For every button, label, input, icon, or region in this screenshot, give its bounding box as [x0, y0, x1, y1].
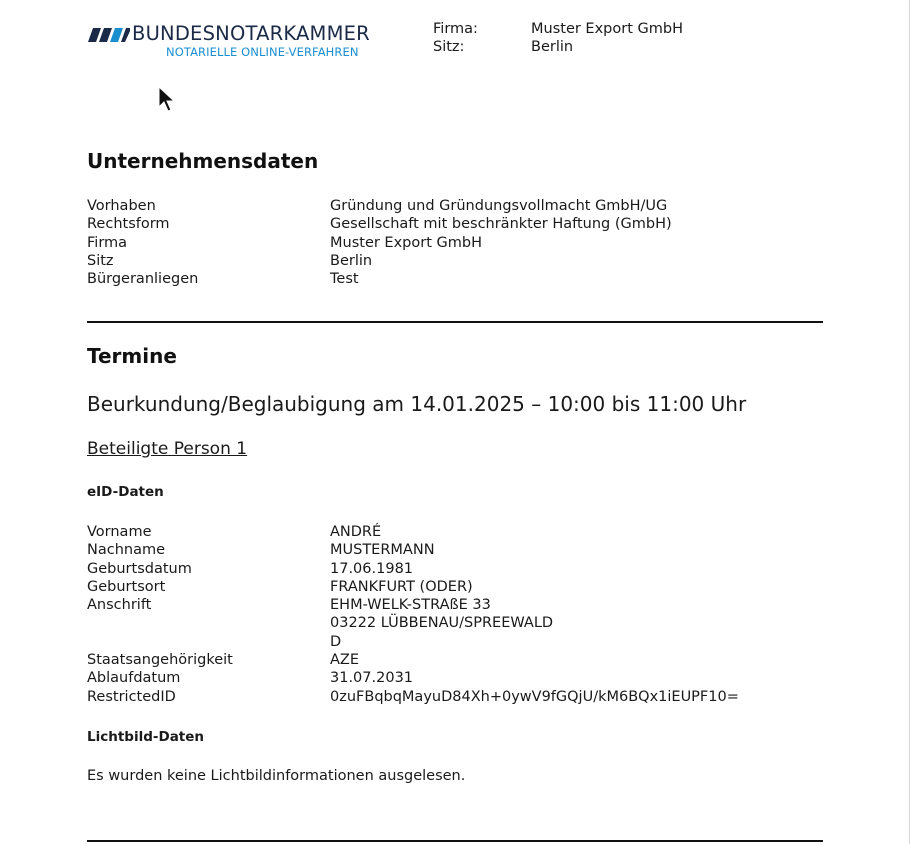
- eid-value: AZE: [330, 652, 360, 669]
- eid-row: [87, 633, 739, 651]
- header-row-sitz: [433, 38, 683, 56]
- section-divider-bottom: [87, 840, 823, 842]
- participant-link[interactable]: Beteiligte Person 1: [87, 439, 248, 459]
- eid-row: [87, 541, 739, 559]
- eid-label: Geburtsdatum: [87, 560, 192, 577]
- header-value: Muster Export GmbH: [531, 21, 683, 37]
- eid-value: 31.07.2031: [330, 670, 414, 687]
- company-label: Rechtsform: [87, 216, 170, 233]
- eid-row: [87, 669, 739, 687]
- eid-label: [87, 614, 330, 632]
- eid-label: RestrictedID: [87, 688, 176, 705]
- eid-row: [87, 614, 739, 632]
- company-row: [87, 215, 672, 233]
- eid-label: Vorname: [87, 524, 152, 540]
- appointment-heading: Beurkundung/Beglaubigung am 14.01.2025 – 10:00 bis 11:00 Uhr: [87, 392, 747, 416]
- eid-value: 17.06.1981: [330, 560, 414, 577]
- company-value: Berlin: [330, 252, 373, 269]
- company-label: Bürgeranliegen: [87, 271, 199, 288]
- eid-label: [87, 633, 330, 651]
- company-data-list: [87, 197, 672, 288]
- logo-stripes-icon: [88, 28, 130, 42]
- header-value: Berlin: [531, 39, 574, 55]
- company-value: Gründung und Gründungsvollmacht GmbH/UG: [330, 198, 668, 214]
- eid-row: [87, 651, 739, 669]
- company-value: Gesellschaft mit beschränkter Haftung (GmbH): [330, 216, 672, 233]
- company-row: [87, 197, 672, 215]
- company-row: [87, 252, 672, 270]
- eid-data-list: [87, 523, 739, 706]
- eid-label: Anschrift: [87, 597, 152, 614]
- header-row-firma: [433, 20, 683, 38]
- logo-subtitle: NOTARIELLE ONLINE-VERFAHREN: [166, 45, 359, 59]
- header-label: Sitz:: [433, 39, 465, 55]
- header-label: Firma:: [433, 21, 478, 37]
- eid-row: [87, 523, 739, 541]
- eid-label: Ablaufdatum: [87, 670, 181, 687]
- eid-value: 0zuFBqbqMayuD84Xh+0ywV9fGQjU/kM6BQx1iEUPF10=: [330, 688, 739, 705]
- eid-row: [87, 688, 739, 706]
- eid-value: FRANKFURT (ODER): [330, 578, 473, 595]
- eid-value: D: [330, 633, 342, 650]
- section-title-appointments: Termine: [87, 344, 177, 368]
- header-company-info: [433, 20, 683, 56]
- eid-data-heading: eID-Daten: [87, 484, 164, 500]
- eid-label: Staatsangehörigkeit: [87, 652, 233, 669]
- section-title-company: Unternehmensdaten: [87, 149, 319, 173]
- eid-value: EHM-WELK-STRAßE 33: [330, 597, 491, 614]
- company-value: Muster Export GmbH: [330, 234, 482, 251]
- photo-data-note: Es wurden keine Lichtbildinformationen ausgelesen.: [87, 768, 466, 784]
- company-label: Sitz: [87, 252, 114, 269]
- eid-label: Nachname: [87, 542, 166, 559]
- company-row: [87, 270, 672, 288]
- section-divider: [87, 321, 823, 323]
- eid-value: ANDRÉ: [330, 524, 382, 540]
- photo-data-heading: Lichtbild-Daten: [87, 729, 205, 745]
- eid-label: Geburtsort: [87, 578, 166, 595]
- bundesnotarkammer-logo: [88, 22, 378, 62]
- company-value: Test: [330, 271, 359, 288]
- eid-value: 03222 LÜBBENAU/SPREEWALD: [330, 615, 554, 632]
- eid-row: [87, 560, 739, 578]
- company-row: [87, 234, 672, 252]
- eid-row: [87, 596, 739, 614]
- logo-title: BUNDESNOTARKAMMER: [132, 22, 370, 45]
- eid-row: [87, 578, 739, 596]
- company-label: Firma: [87, 234, 128, 251]
- eid-value: MUSTERMANN: [330, 542, 435, 559]
- mouse-cursor-icon: [158, 86, 176, 112]
- company-label: Vorhaben: [87, 198, 156, 214]
